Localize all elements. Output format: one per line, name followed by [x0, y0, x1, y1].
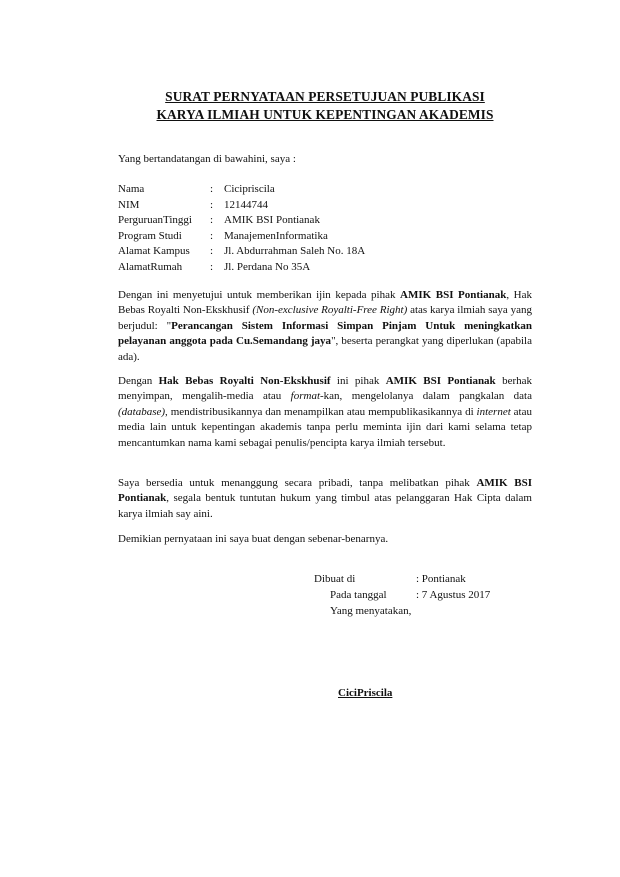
title-line-2: KARYA ILMIAH UNTUK KEPENTINGAN AKADEMIS — [156, 107, 494, 122]
date-label: Pada tanggal — [330, 589, 387, 601]
date-value: : 7 Agustus 2017 — [416, 589, 491, 601]
made-at-label: Dibuat di — [314, 573, 356, 585]
signatory-name: CiciPriscila — [338, 687, 393, 699]
identity-row-nim: NIM : 12144744 — [118, 198, 268, 211]
paragraph-permission: Dengan ini menyetujui untuk memberikan ijin kepada pihak AMIK BSI Pontianak, Hak Bebas Royalti Non-Ekskhusif (Non-exclusive Royalti-Free Right) atas karya ilmiah saya yang berjudul: "Perancangan Sistem Informasi Simpan Pinjam Untuk meningkatkan pelayanan anggota pada Cu.Semandang jaya", beserta perangkat yang diperlukan (apabila ada). — [118, 289, 532, 363]
paragraph-liability: Saya bersedia untuk menanggung secara pribadi, tanpa melibatkan pihak AMIK BSI Pontianak, segala bentuk tuntutan hukum yang timbul atas pelanggaran Hak Cipta dalam karya ilmiah say aini. — [118, 477, 533, 520]
made-at-value: : Pontianak — [416, 573, 466, 585]
document-title — [120, 88, 530, 124]
identity-row-program-studi: Program Studi : ManajemenInformatika — [118, 229, 328, 242]
paragraph-closing: Demikian pernyataan ini saya buat dengan sebenar-benarnya. — [118, 533, 389, 545]
identity-table — [118, 182, 365, 275]
identity-row-alamat-rumah: AlamatRumah : Jl. Perdana No 35A — [118, 260, 311, 273]
identity-row-nama: Nama : Cicipriscila — [118, 183, 275, 195]
paragraph-rights: Dengan Hak Bebas Royalti Non-Ekskhusif ini pihak AMIK BSI Pontianak berhak menyimpan, mengalih-media atau format-kan, mengelolanya dalam pangkalan data (database), mendistribusikannya dan menampilkan atau mempublikasikannya di internet atau media lain untuk kepentingan akademis tanpa perlu meminta ijin dari kami selama tetap mencantumkan nama kami sebagai penulis/pencipta karya ilmiah tersebut. — [118, 375, 532, 449]
identity-row-alamat-kampus: Alamat Kampus : Jl. Abdurrahman Saleh No. 18A — [118, 245, 366, 257]
declarer-label: Yang menyatakan, — [330, 605, 412, 617]
intro-text: Yang bertandatangan di bawahini, saya : — [118, 153, 296, 165]
title-line-1: SURAT PERNYATAAN PERSETUJUAN PUBLIKASI — [165, 89, 485, 104]
identity-row-perguruan-tinggi: PerguruanTinggi : AMIK BSI Pontianak — [118, 214, 320, 226]
